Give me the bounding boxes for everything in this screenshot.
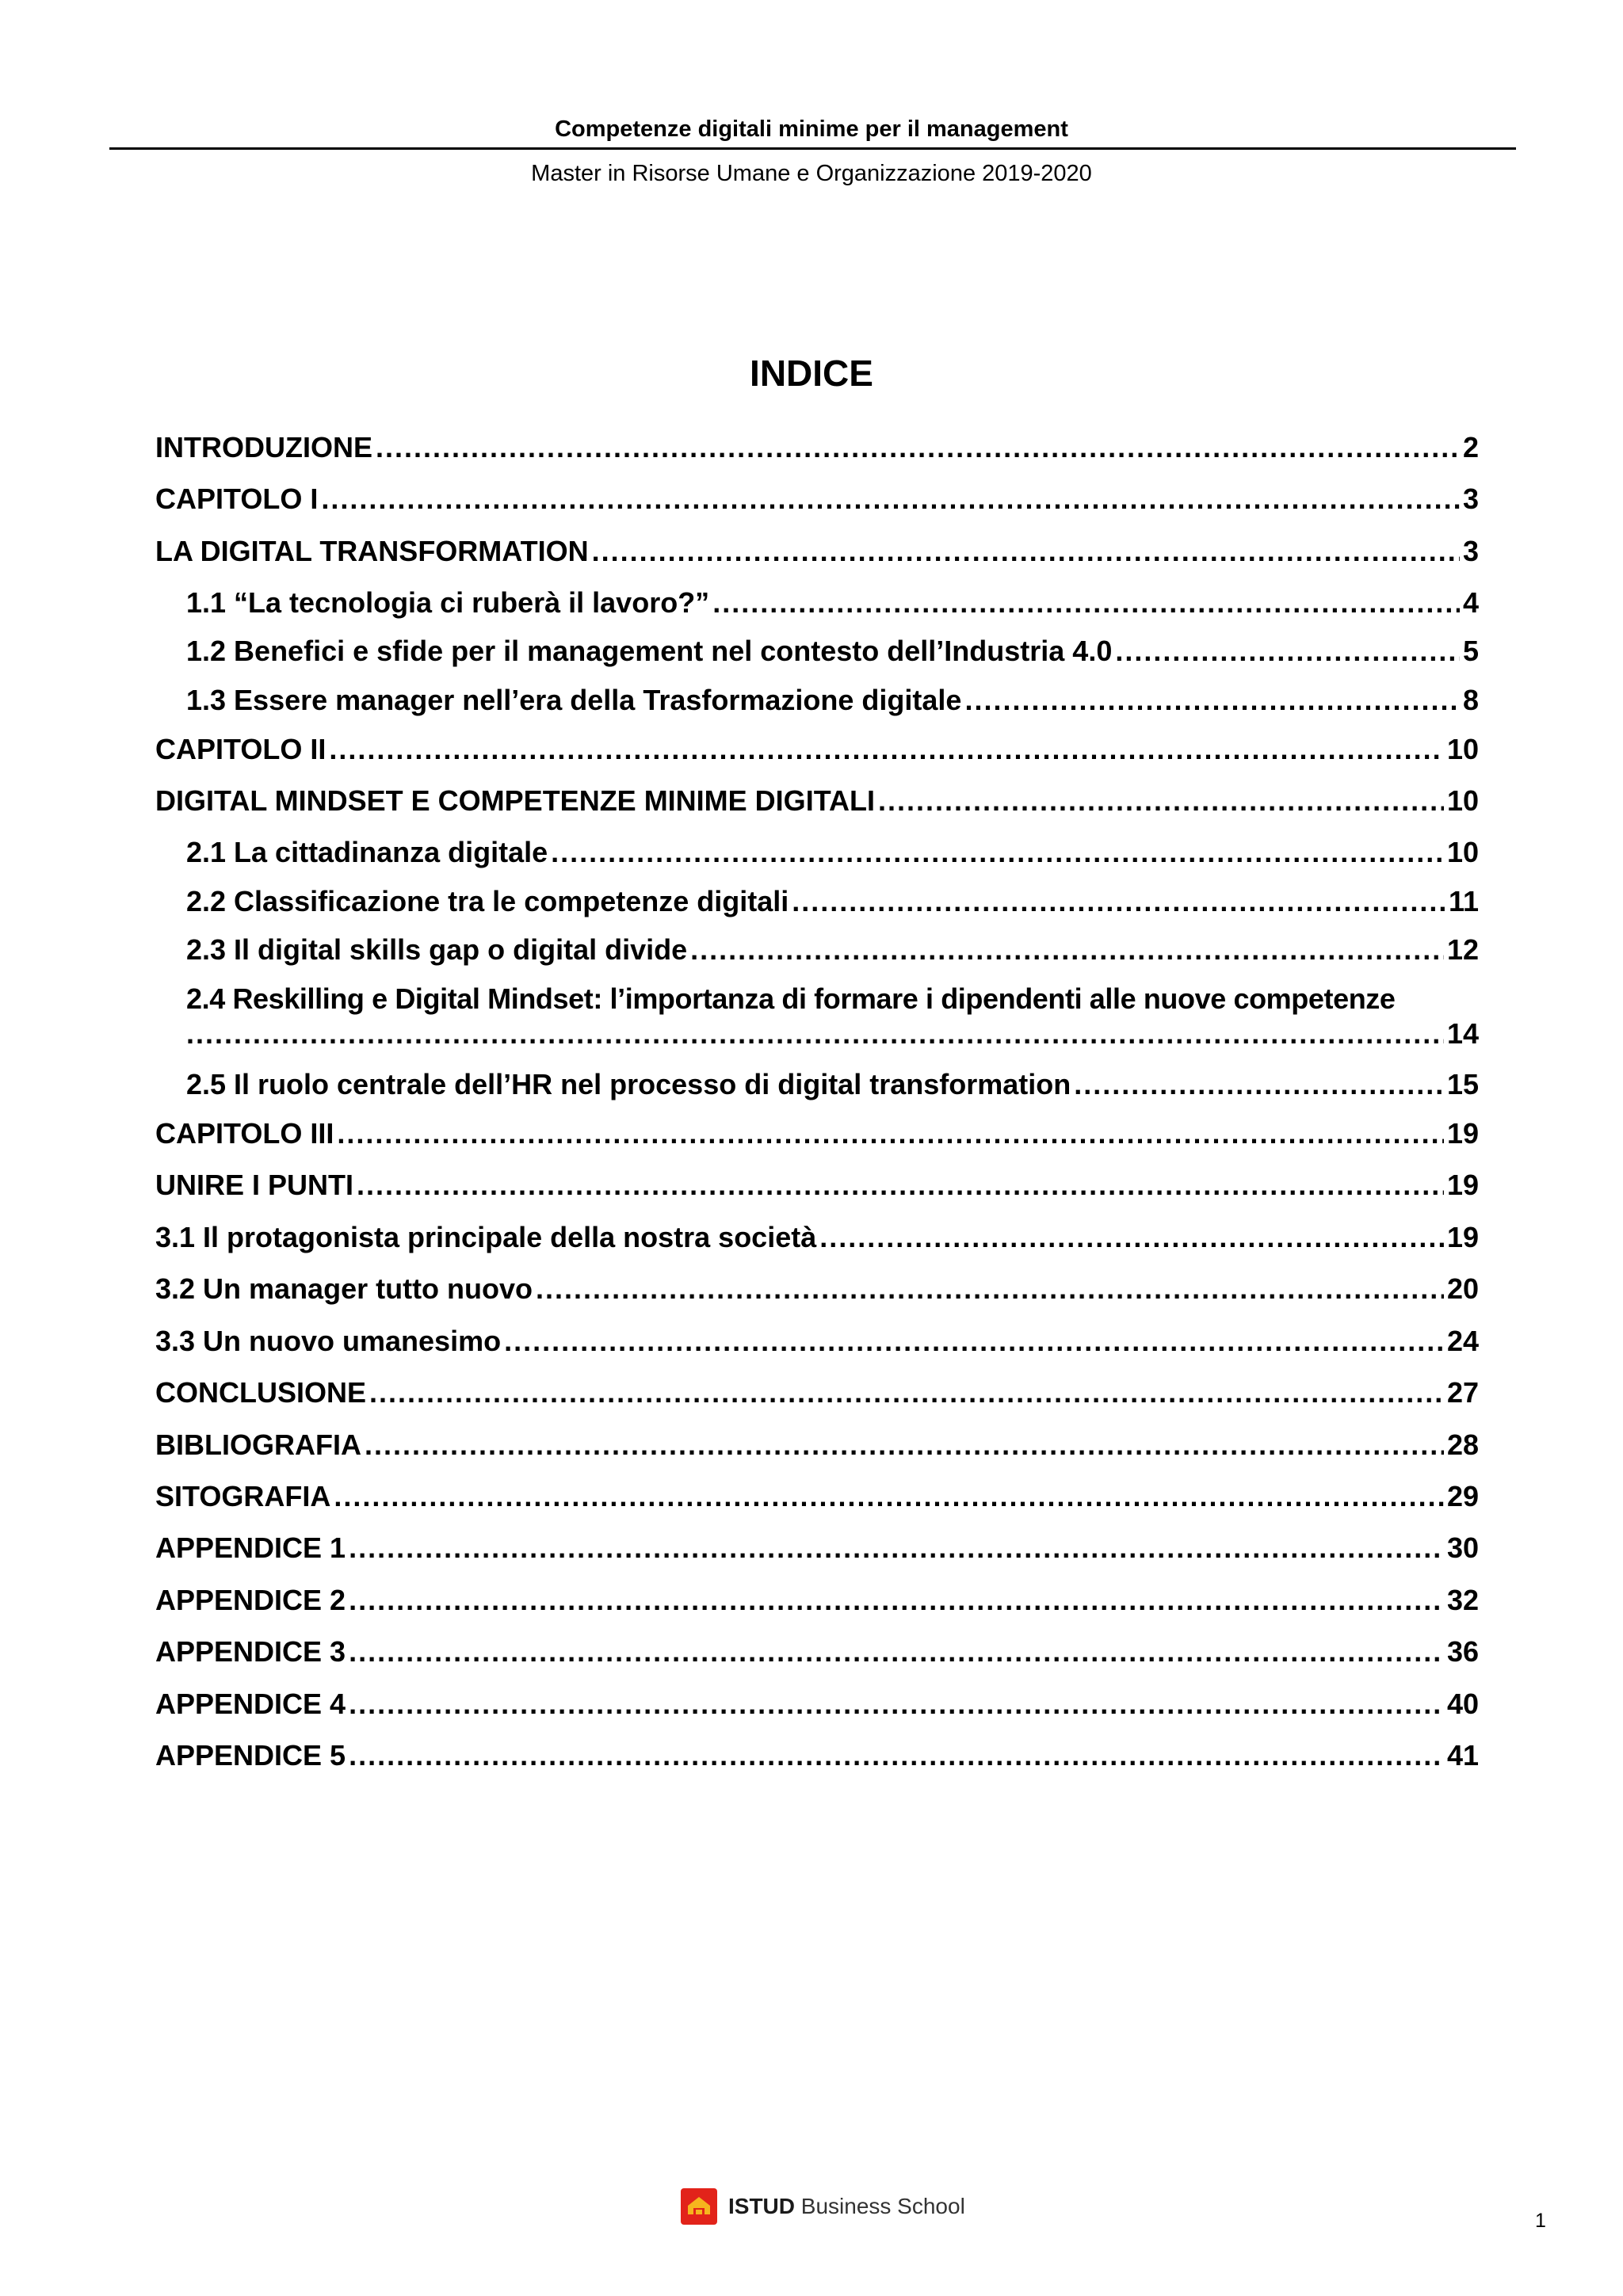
toc-entry-label: 1.3 Essere manager nell’era della Trasformazione digitale [186,684,962,716]
dot-leader [357,1168,1444,1203]
toc-entry[interactable] [155,1531,1479,1566]
toc-entry[interactable] [155,482,1479,517]
dot-leader [349,1531,1444,1566]
toc-entry-label: 1.2 Benefici e sfide per il management nel contesto dell’Industria 4.0 [186,635,1113,667]
toc-entry-label: CAPITOLO III [155,1117,334,1150]
toc-entry-page: 10 [1446,784,1479,817]
toc-entry[interactable] [186,884,1479,919]
dot-leader [369,1375,1444,1410]
toc-entry[interactable] [186,933,1479,967]
page-number: 1 [1535,2210,1546,2232]
toc-entry-page: 19 [1446,1221,1479,1253]
toc-entry-label: BIBLIOGRAFIA [155,1428,361,1461]
dot-leader [878,784,1444,818]
header-divider [109,147,1516,150]
toc-entry-label: UNIRE I PUNTI [155,1169,354,1201]
toc-entry-page: 28 [1446,1428,1479,1461]
toc-entry-label: LA DIGITAL TRANSFORMATION [155,535,589,567]
dot-leader [592,534,1460,569]
dot-leader [186,1016,1444,1051]
toc-entry-page: 5 [1462,635,1479,667]
dot-leader [819,1220,1444,1255]
toc-entry[interactable] [155,784,1479,818]
toc-entry-label: APPENDICE 4 [155,1688,346,1720]
toc-entry-page: 3 [1462,482,1479,515]
dot-leader [321,482,1460,517]
dot-leader [349,1738,1444,1773]
toc-entry-label: 1.1 “La tecnologia ci ruberà il lavoro?” [186,586,710,619]
toc-entry-label: 2.4 Reskilling e Digital Mindset: l’importanza di formare i dipendenti alle nuove competenze [186,982,1396,1015]
toc-entry[interactable] [186,683,1479,718]
toc-entry-page: 11 [1448,885,1479,917]
toc-entry-page: 2 [1462,431,1479,463]
toc-entry-page: 29 [1446,1480,1479,1512]
dot-leader [690,933,1444,967]
toc-entry-page: 8 [1462,684,1479,716]
toc-entry-page: 32 [1446,1584,1479,1616]
toc-entry-label: APPENDICE 1 [155,1531,346,1564]
dot-leader [349,1687,1444,1722]
toc-entry-label: 2.2 Classificazione tra le competenze digitali [186,885,789,917]
toc-entry-label: 3.1 Il protagonista principale della nostra società [155,1221,817,1253]
toc-entry-label: CAPITOLO II [155,733,327,765]
toc-entry-page: 40 [1446,1688,1479,1720]
toc-entry-page: 10 [1446,733,1479,765]
toc-entry[interactable] [155,732,1479,767]
toc-entry[interactable] [155,430,1479,465]
logo-brand: ISTUD [728,2194,795,2218]
toc-entry-label: 3.3 Un nuovo umanesimo [155,1325,502,1357]
toc-entry-label: DIGITAL MINDSET E COMPETENZE MINIME DIGITALI [155,784,875,817]
toc-entry-page: 3 [1462,535,1479,567]
dot-leader [334,1479,1444,1514]
toc-entry-label: APPENDICE 5 [155,1739,346,1772]
toc-heading: INDICE [750,353,873,394]
toc-entry-page: 12 [1446,933,1479,966]
dot-leader [376,430,1460,465]
toc-entry[interactable] [155,1583,1479,1618]
toc-entry-page: 41 [1446,1739,1479,1772]
dot-leader [551,835,1444,870]
dot-leader [349,1583,1444,1618]
footer-logo [681,2188,965,2225]
istud-logo-icon [681,2188,717,2225]
toc-entry[interactable] [186,1067,1479,1102]
toc-entry-label: APPENDICE 2 [155,1584,346,1616]
toc-entry[interactable] [155,1375,1479,1410]
toc-entry-page: 27 [1446,1376,1479,1409]
toc-entry[interactable] [186,585,1479,620]
toc-entry-label: INTRODUZIONE [155,431,372,463]
toc-entry[interactable] [155,1479,1479,1514]
dot-leader [964,683,1460,718]
dot-leader [349,1634,1444,1669]
dot-leader [536,1272,1444,1306]
toc-entry-page: 19 [1446,1169,1479,1201]
toc-entry[interactable] [155,1116,1479,1151]
toc-entry-label: 2.1 La cittadinanza digitale [186,836,548,868]
logo-suffix: Business School [800,2194,965,2218]
toc-entry[interactable] [155,1634,1479,1669]
toc-entry-page: 24 [1446,1325,1479,1357]
toc-entry-label: CAPITOLO I [155,482,319,515]
toc-entry[interactable] [155,1324,1479,1359]
toc-entry-label: 2.5 Il ruolo centrale dell’HR nel processo di digital transformation [186,1068,1071,1100]
dot-leader [337,1116,1444,1151]
toc-entry-page: 14 [1446,1017,1479,1050]
toc-entry[interactable] [155,534,1479,569]
toc-entry[interactable] [155,1168,1479,1203]
document-subtitle: Master in Risorse Umane e Organizzazione 2019-2020 [531,161,1092,186]
toc-entry[interactable] [155,1687,1479,1722]
logo-wordmark [728,2193,965,2220]
toc-entry[interactable] [155,1428,1479,1463]
toc-entry-page: 20 [1446,1272,1479,1305]
toc-entry-label: APPENDICE 3 [155,1635,346,1668]
dot-leader [1115,634,1460,669]
toc-entry-label: CONCLUSIONE [155,1376,367,1409]
toc-entry-page: 19 [1446,1117,1479,1150]
toc-entry[interactable] [186,982,1479,1051]
dot-leader [1074,1067,1444,1102]
dot-leader [504,1324,1444,1359]
toc-entry-label: 3.2 Un manager tutto nuovo [155,1272,533,1305]
toc-entry[interactable] [155,1220,1479,1255]
toc-entry-page: 36 [1446,1635,1479,1668]
dot-leader [792,884,1445,919]
dot-leader [329,732,1444,767]
toc-entry[interactable] [155,1272,1479,1306]
toc-entry-page: 10 [1446,836,1479,868]
toc-entry[interactable] [186,634,1479,669]
toc-entry[interactable] [155,1738,1479,1773]
dot-leader [712,585,1460,620]
toc-entry[interactable] [186,835,1479,870]
document-title: Competenze digitali minime per il management [555,116,1068,142]
toc-entry-page: 30 [1446,1531,1479,1564]
toc-entry-label: 2.3 Il digital skills gap o digital divide [186,933,688,966]
toc-entry-page: 15 [1446,1068,1479,1100]
dot-leader [365,1428,1444,1463]
toc-entry-page: 4 [1462,586,1479,619]
toc-entry-label: SITOGRAFIA [155,1480,331,1512]
